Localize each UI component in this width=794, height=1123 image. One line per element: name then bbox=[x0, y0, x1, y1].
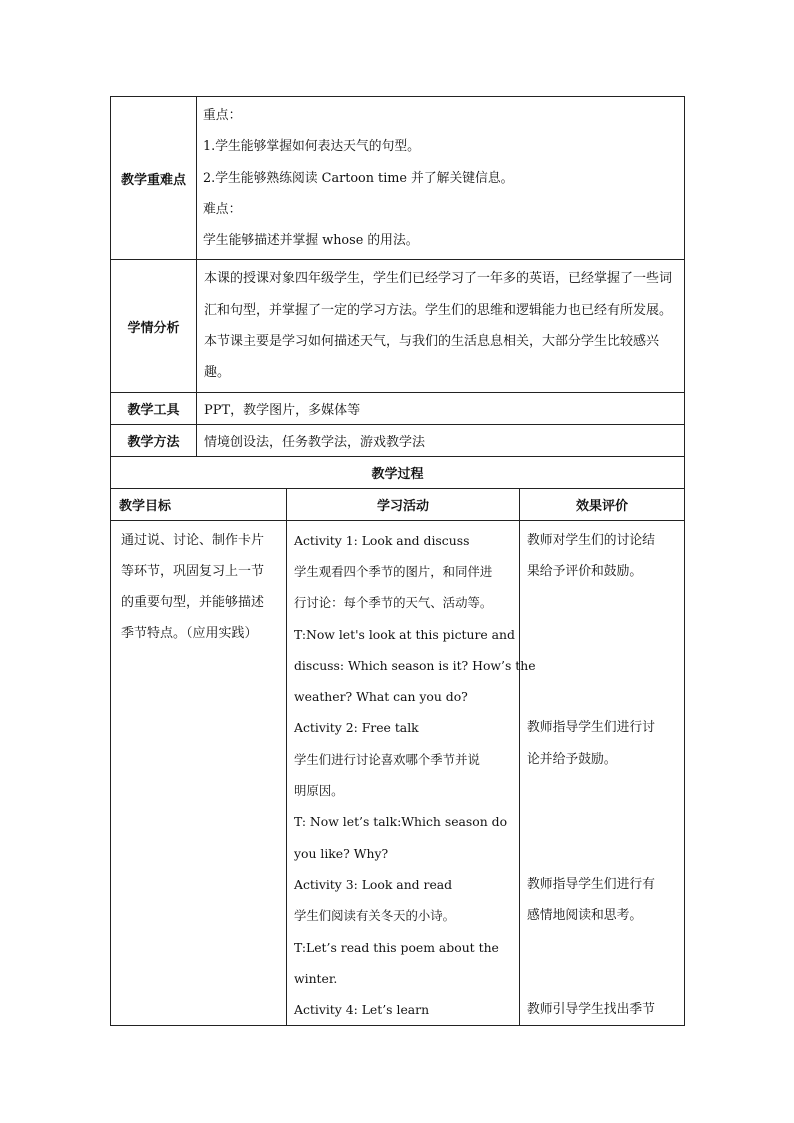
evaluation-header: 效果评价 bbox=[520, 488, 685, 520]
key-points-label: 教学重难点 bbox=[111, 97, 197, 260]
evaluation-line bbox=[527, 806, 678, 837]
key-point-line: 重点： bbox=[203, 108, 242, 123]
key-points-content bbox=[197, 97, 685, 260]
key-point-line: 难点： bbox=[203, 201, 242, 217]
process-title-row bbox=[111, 456, 685, 488]
methods-row bbox=[111, 424, 685, 456]
activity-cell bbox=[287, 520, 536, 1026]
key-point-line: 学生能够描述并掌握 whose 的用法。 bbox=[203, 233, 419, 249]
lesson-plan-table bbox=[110, 96, 685, 1026]
student-analysis-row bbox=[111, 260, 685, 392]
activity-line: T: Now let’s talk:Which season do bbox=[294, 814, 508, 830]
key-points-row bbox=[111, 97, 685, 260]
evaluation-line bbox=[527, 963, 678, 994]
activity-line: winter. bbox=[294, 970, 338, 986]
evaluation-line bbox=[527, 650, 678, 681]
evaluation-line bbox=[527, 619, 678, 650]
activity-line: T:Now let's look at this picture and bbox=[294, 626, 515, 642]
process-header-row bbox=[111, 488, 685, 520]
goal-text: 通过说、讨论、制作卡片等环节，巩固复习上一节的重要句型，并能够描述季节特点。（应用实践） bbox=[111, 520, 287, 1026]
methods-label: 教学方法 bbox=[111, 424, 197, 456]
activity-line: Activity 1: Look and discuss bbox=[294, 532, 470, 548]
activity-line: 学生观看四个季节的图片，和同伴进 bbox=[294, 563, 493, 579]
activity-line: Activity 4: Let’s learn bbox=[294, 1002, 430, 1018]
evaluation-line bbox=[527, 681, 678, 712]
activity-line: 学生们阅读有关冬天的小诗。 bbox=[294, 908, 456, 924]
student-analysis-text: 本课的授课对象四年级学生，学生们已经学习了一年多的英语，已经掌握了一些词汇和句型，并掌握了一定的学习方法。学生们的思维和逻辑能力也已经有所发展。本节课主要是学习如何描述天气，与我们的生活息息相关，大部分学生比较感兴趣。 bbox=[197, 260, 685, 392]
methods-value: 情境创设法，任务教学法，游戏教学法 bbox=[197, 424, 685, 456]
activity-line: T:Let’s read this poem about the bbox=[294, 939, 499, 955]
key-point-line: 1.学生能够掌握如何表达天气的句型。 bbox=[203, 139, 420, 155]
evaluation-line: 感情地阅读和思考。 bbox=[527, 908, 643, 924]
evaluation-line: 教师对学生们的讨论结 bbox=[527, 532, 655, 548]
activity-line: Activity 3: Look and read bbox=[294, 876, 453, 892]
activity-line: 明原因。 bbox=[294, 783, 344, 799]
activity-line: 行讨论：每个季节的天气、活动等。 bbox=[294, 595, 493, 611]
tools-value: PPT，教学图片，多媒体等 bbox=[197, 392, 685, 424]
process-body-row bbox=[111, 520, 685, 1026]
evaluation-line: 教师引导学生找出季节 bbox=[527, 1002, 655, 1018]
evaluation-line bbox=[527, 932, 678, 963]
activity-line: weather? What can you do? bbox=[294, 689, 468, 705]
process-title: 教学过程 bbox=[111, 456, 685, 488]
evaluation-line bbox=[527, 587, 678, 618]
tools-row bbox=[111, 392, 685, 424]
activity-line: discuss: Which season is it? How’s the bbox=[294, 657, 536, 673]
evaluation-line: 果给予评价和鼓励。 bbox=[527, 563, 643, 579]
activity-line: Activity 2: Free talk bbox=[294, 720, 419, 736]
goal-header: 教学目标 bbox=[111, 488, 287, 520]
activity-line: you like? Why? bbox=[294, 845, 389, 861]
evaluation-line: 教师指导学生们进行有 bbox=[527, 876, 655, 892]
key-point-line: 2.学生能够熟练阅读 Cartoon time 并了解关键信息。 bbox=[203, 170, 514, 186]
activity-line: 学生们进行讨论喜欢哪个季节并说 bbox=[294, 751, 480, 767]
evaluation-line: 教师指导学生们进行讨 bbox=[527, 720, 655, 736]
evaluation-line: 论并给予鼓励。 bbox=[527, 751, 617, 767]
evaluation-line bbox=[527, 838, 678, 869]
activity-header: 学习活动 bbox=[287, 488, 520, 520]
evaluation-cell bbox=[520, 520, 685, 1026]
evaluation-line bbox=[527, 775, 678, 806]
tools-label: 教学工具 bbox=[111, 392, 197, 424]
student-analysis-label: 学情分析 bbox=[111, 260, 197, 392]
